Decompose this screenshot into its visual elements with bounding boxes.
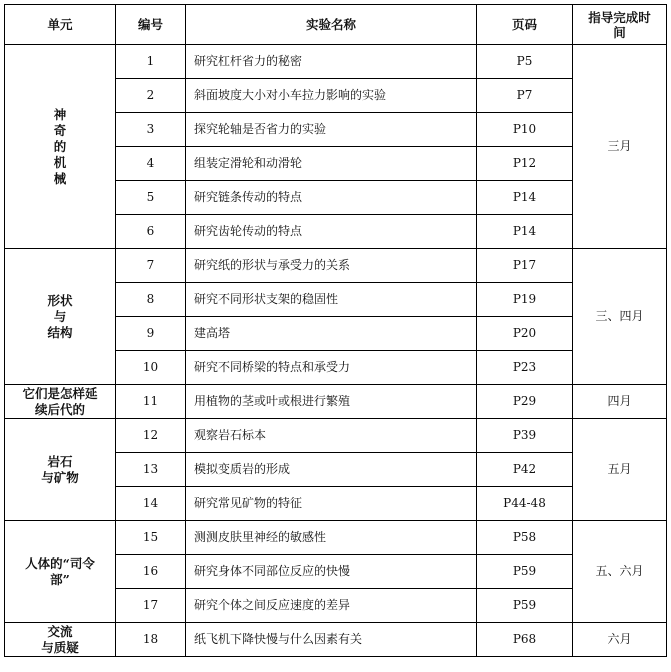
page-number: P59 [477, 589, 573, 623]
page-number: P14 [477, 181, 573, 215]
table-row [5, 249, 667, 283]
row-number: 16 [116, 555, 186, 589]
page-number: P20 [477, 317, 573, 351]
unit-label: 岩石 与矿物 [41, 453, 79, 485]
page-number: P10 [477, 113, 573, 147]
row-number: 6 [116, 215, 186, 249]
header-deadline [573, 5, 667, 45]
experiment-name: 组装定滑轮和动滑轮 [186, 147, 477, 181]
page-number: P58 [477, 521, 573, 555]
page-number: P7 [477, 79, 573, 113]
deadline-cell: 五月 [573, 419, 667, 521]
experiment-name: 模拟变质岩的形成 [186, 453, 477, 487]
header-number: 编号 [116, 5, 186, 45]
experiment-name: 研究不同桥梁的特点和承受力 [186, 351, 477, 385]
experiment-name: 研究杠杆省力的秘密 [186, 45, 477, 79]
experiment-name: 研究常见矿物的特征 [186, 487, 477, 521]
row-number: 8 [116, 283, 186, 317]
row-number: 7 [116, 249, 186, 283]
deadline-cell: 四月 [573, 385, 667, 419]
unit-cell [5, 419, 116, 521]
unit-label: 人体的“司令 部” [25, 555, 95, 587]
experiment-name: 用植物的茎或叶或根进行繁殖 [186, 385, 477, 419]
experiment-name: 研究个体之间反应速度的差异 [186, 589, 477, 623]
page-number: P12 [477, 147, 573, 181]
row-number: 5 [116, 181, 186, 215]
deadline-cell: 五、六月 [573, 521, 667, 623]
row-number: 13 [116, 453, 186, 487]
header-page: 页码 [477, 5, 573, 45]
page-number: P59 [477, 555, 573, 589]
page-number: P23 [477, 351, 573, 385]
table-row [5, 419, 667, 453]
experiment-name: 探究轮轴是否省力的实验 [186, 113, 477, 147]
experiment-name: 观察岩石标本 [186, 419, 477, 453]
experiment-schedule [4, 4, 667, 657]
header-deadline-label: 指导完成时 间 [588, 9, 651, 40]
page-number: P5 [477, 45, 573, 79]
unit-cell [5, 45, 116, 249]
page-number: P14 [477, 215, 573, 249]
deadline-cell: 三、四月 [573, 249, 667, 385]
table-row [5, 623, 667, 657]
row-number: 17 [116, 589, 186, 623]
row-number: 18 [116, 623, 186, 657]
experiment-name: 研究链条传动的特点 [186, 181, 477, 215]
experiment-name: 斜面坡度大小对小车拉力影响的实验 [186, 79, 477, 113]
header-row [5, 5, 667, 45]
experiment-name: 研究纸的形状与承受力的关系 [186, 249, 477, 283]
row-number: 10 [116, 351, 186, 385]
experiment-name: 纸飞机下降快慢与什么因素有关 [186, 623, 477, 657]
unit-cell [5, 623, 116, 657]
experiment-name: 测测皮肤里神经的敏感性 [186, 521, 477, 555]
page-number: P19 [477, 283, 573, 317]
row-number: 2 [116, 79, 186, 113]
page-number: P17 [477, 249, 573, 283]
row-number: 12 [116, 419, 186, 453]
deadline-cell: 三月 [573, 45, 667, 249]
unit-cell [5, 249, 116, 385]
header-name: 实验名称 [186, 5, 477, 45]
page-number: P39 [477, 419, 573, 453]
page-number: P29 [477, 385, 573, 419]
row-number: 11 [116, 385, 186, 419]
experiment-name: 研究齿轮传动的特点 [186, 215, 477, 249]
unit-cell [5, 521, 116, 623]
experiment-name: 研究身体不同部位反应的快慢 [186, 555, 477, 589]
row-number: 15 [116, 521, 186, 555]
experiment-table [4, 4, 667, 657]
table-row [5, 521, 667, 555]
unit-label: 交流 与质疑 [41, 623, 79, 655]
deadline-cell: 六月 [573, 623, 667, 657]
row-number: 1 [116, 45, 186, 79]
unit-label: 它们是怎样延 续后代的 [22, 385, 98, 417]
row-number: 14 [116, 487, 186, 521]
table-row [5, 385, 667, 419]
unit-label: 神 奇 的 机 械 [53, 106, 67, 186]
unit-label: 形状 与 结构 [47, 292, 73, 340]
row-number: 9 [116, 317, 186, 351]
unit-cell [5, 385, 116, 419]
page-number: P42 [477, 453, 573, 487]
experiment-name: 研究不同形状支架的稳固性 [186, 283, 477, 317]
page-number: P68 [477, 623, 573, 657]
table-row [5, 45, 667, 79]
row-number: 4 [116, 147, 186, 181]
experiment-name: 建高塔 [186, 317, 477, 351]
page-number: P44-48 [477, 487, 573, 521]
row-number: 3 [116, 113, 186, 147]
header-unit: 单元 [5, 5, 116, 45]
